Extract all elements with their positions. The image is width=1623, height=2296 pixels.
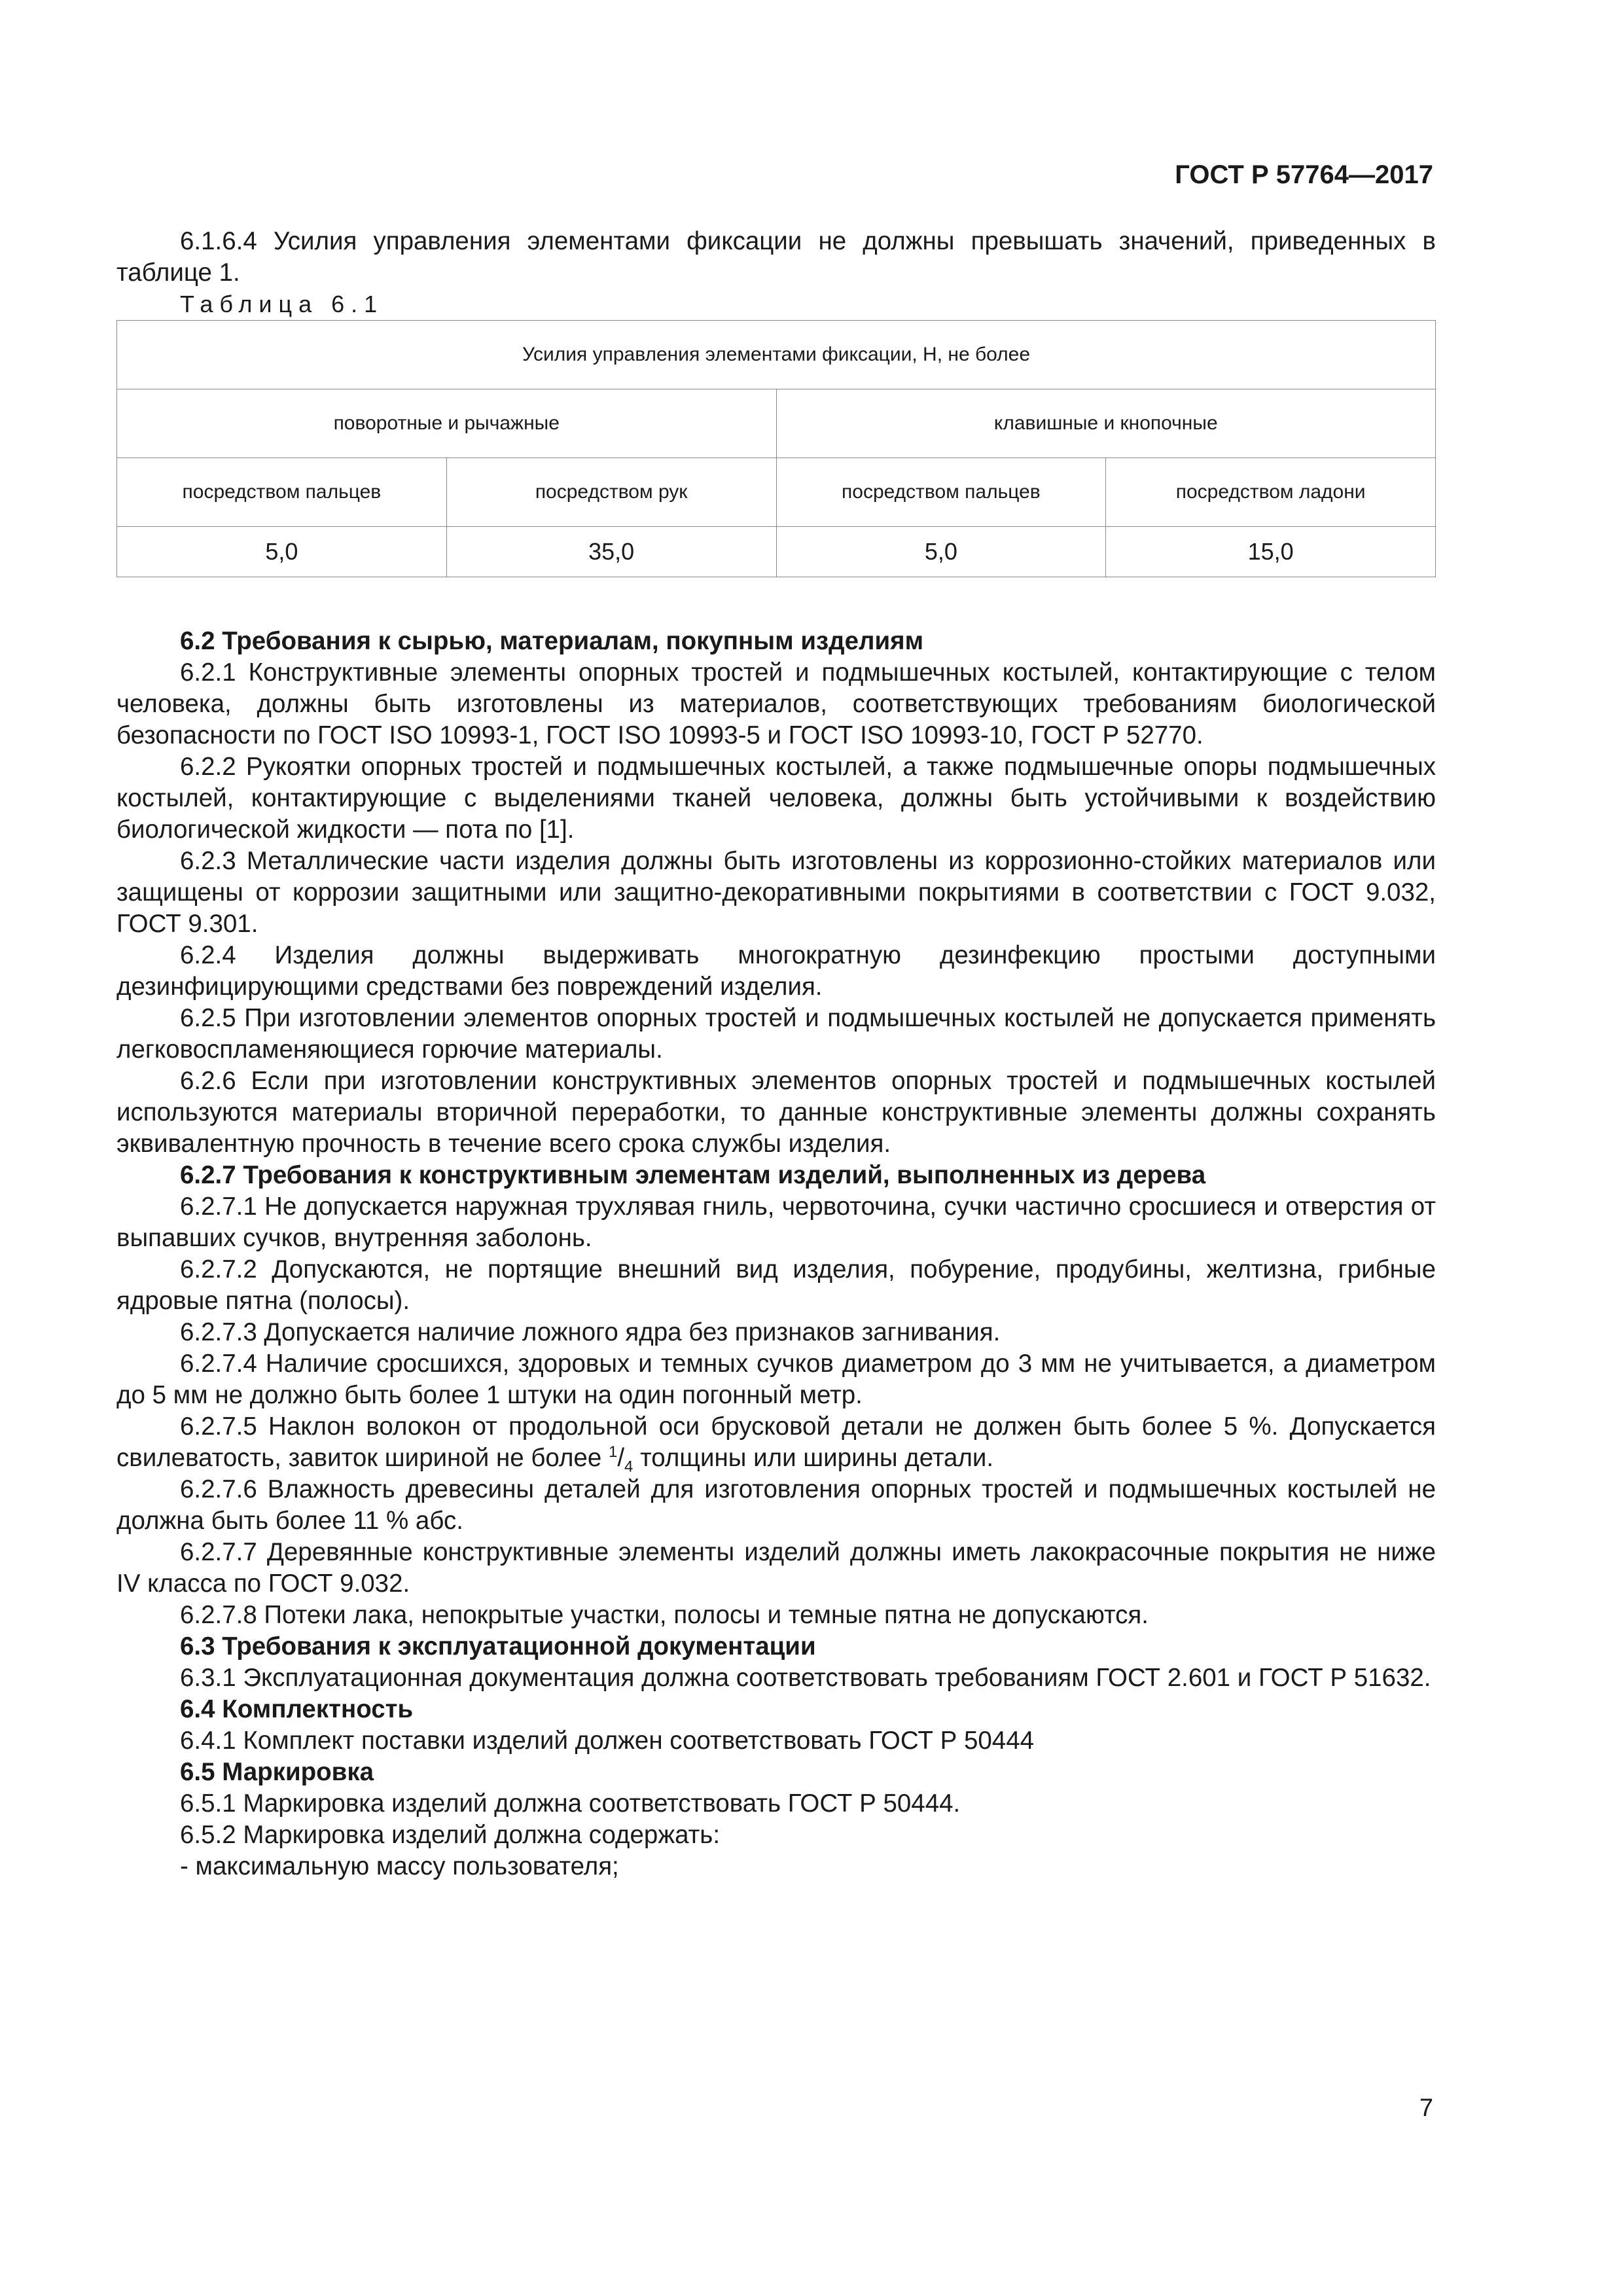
section-6-2-title: 6.2 Требования к сырью, материалам, покупным изделиям bbox=[180, 627, 924, 655]
section-6-2-7-title: 6.2.7 Требования к конструктивным элементам изделий, выполненных из дерева bbox=[180, 1161, 1206, 1189]
table-value: 35,0 bbox=[446, 527, 776, 577]
page-content bbox=[116, 226, 1436, 1882]
table-col-header: посредством рук bbox=[446, 458, 776, 527]
paragraph-6-2-3: 6.2.3 Металлические части изделия должны быть изготовлены из коррозионно-стойких материалов или защищены от коррозии защитными или защитно-декоративными покрытиями в соответствии с ГОСТ 9.032, ГОСТ 9.301. bbox=[116, 847, 1436, 938]
table-group-rotary: поворотные и рычажные bbox=[117, 389, 777, 458]
paragraph-6-2-7-1: 6.2.7.1 Не допускается наружная трухлявая гниль, червоточина, сучки частично сросшиеся и отверстия от выпавших сучков, внутренняя заболонь. bbox=[116, 1193, 1436, 1252]
force-table bbox=[116, 320, 1436, 577]
document-header-id: ГОСТ Р 57764—2017 bbox=[1175, 160, 1433, 189]
table-value: 15,0 bbox=[1106, 527, 1436, 577]
paragraph-6-2-7-6: 6.2.7.6 Влажность древесины деталей для изготовления опорных тростей и подмышечных костылей не должна быть более 11 % абс. bbox=[116, 1475, 1436, 1535]
table-value: 5,0 bbox=[776, 527, 1106, 577]
section-6-3-title: 6.3 Требования к эксплуатационной документации bbox=[180, 1632, 816, 1660]
paragraph-6-2-5: 6.2.5 При изготовлении элементов опорных тростей и подмышечных костылей не допускается применять легковоспламеняющиеся горючие материалы. bbox=[116, 1004, 1436, 1064]
table-header-main: Усилия управления элементами фиксации, Н, не более bbox=[117, 321, 1436, 389]
paragraph-6-5-1: 6.5.1 Маркировка изделий должна соответствовать ГОСТ Р 50444. bbox=[180, 1789, 961, 1818]
table-col-header: посредством ладони bbox=[1106, 458, 1436, 527]
fraction-numerator: 1 bbox=[608, 1443, 618, 1462]
paragraph-6-2-7-7: 6.2.7.7 Деревянные конструктивные элементы изделий должны иметь лакокрасочные покрытия не ниже IV класса по ГОСТ 9.032. bbox=[116, 1538, 1436, 1598]
table-col-header: посредством пальцев bbox=[776, 458, 1106, 527]
paragraph-6-2-4: 6.2.4 Изделия должны выдерживать многократную дезинфекцию простыми доступными дезинфицирующими средствами без повреждений изделия. bbox=[116, 941, 1436, 1001]
paragraph-6-4-1: 6.4.1 Комплект поставки изделий должен соответствовать ГОСТ Р 50444 bbox=[180, 1727, 1035, 1755]
paragraph-6-2-2: 6.2.2 Рукоятки опорных тростей и подмышечных костылей, а также подмышечные опоры подмышечных костылей, контактирующие с выделениями тканей человека, должны быть устойчивыми к воздействию биологической жидкости — пота по [1]. bbox=[116, 753, 1436, 844]
paragraph-6-2-7-4: 6.2.7.4 Наличие сросшихся, здоровых и темных сучков диаметром до 3 мм не учитывается, а диаметром до 5 мм не должно быть более 1 штуки на один погонный метр. bbox=[116, 1350, 1436, 1409]
table-caption: Таблица 6.1 bbox=[180, 291, 384, 317]
paragraph-6-2-6: 6.2.6 Если при изготовлении конструктивных элементов опорных тростей и подмышечных костылей используются материалы вторичной переработки, то данные конструктивные элементы должны сохранять эквивалентную прочность в течение всего срока службы изделия. bbox=[116, 1067, 1436, 1158]
paragraph-6-5-2: 6.5.2 Маркировка изделий должна содержать: bbox=[180, 1821, 721, 1849]
paragraph-6-2-7-2: 6.2.7.2 Допускаются, не портящие внешний вид изделия, побурение, продубины, желтизна, грибные ядровые пятна (полосы). bbox=[116, 1255, 1436, 1315]
table-col-header: посредством пальцев bbox=[117, 458, 447, 527]
paragraph-6-2-1: 6.2.1 Конструктивные элементы опорных тростей и подмышечных костылей, контактирующие с телом человека, должны быть изготовлены из материалов, соответствующих требованиям биологической безопасности по ГОСТ ISO 10993-1, ГОСТ ISO 10993-5 и ГОСТ ISO 10993-10, ГОСТ Р 52770. bbox=[116, 658, 1436, 749]
fraction-denominator: 4 bbox=[624, 1458, 633, 1476]
list-item: - максимальную массу пользователя; bbox=[180, 1852, 619, 1880]
paragraph-6-1-6-4: 6.1.6.4 Усилия управления элементами фиксации не должны превышать значений, приведенных в таблице 1. bbox=[116, 227, 1436, 287]
paragraph-6-2-7-5-tail: толщины или ширины детали. bbox=[633, 1444, 994, 1472]
paragraph-6-2-7-5-text: 6.2.7.5 Наклон волокон от продольной оси брусковой детали не должен быть более 5 %. Допускается свилеватость, завиток шириной не более bbox=[116, 1412, 1436, 1472]
paragraph-6-2-7-5 bbox=[116, 1411, 1436, 1474]
fraction-slash: / bbox=[617, 1444, 625, 1472]
section-6-4-title: 6.4 Комплектность bbox=[180, 1695, 414, 1723]
paragraph-6-2-7-3: 6.2.7.3 Допускается наличие ложного ядра без признаков загнивания. bbox=[180, 1318, 1001, 1346]
section-6-5-title: 6.5 Маркировка bbox=[180, 1758, 374, 1786]
table-value: 5,0 bbox=[117, 527, 447, 577]
paragraph-6-2-7-8: 6.2.7.8 Потеки лака, непокрытые участки, полосы и темные пятна не допускаются. bbox=[180, 1601, 1149, 1629]
table-group-push: клавишные и кнопочные bbox=[776, 389, 1436, 458]
paragraph-6-3-1: 6.3.1 Эксплуатационная документация должна соответствовать требованиям ГОСТ 2.601 и ГОСТ Р 51632. bbox=[180, 1664, 1431, 1692]
page-number: 7 bbox=[1419, 2094, 1433, 2122]
